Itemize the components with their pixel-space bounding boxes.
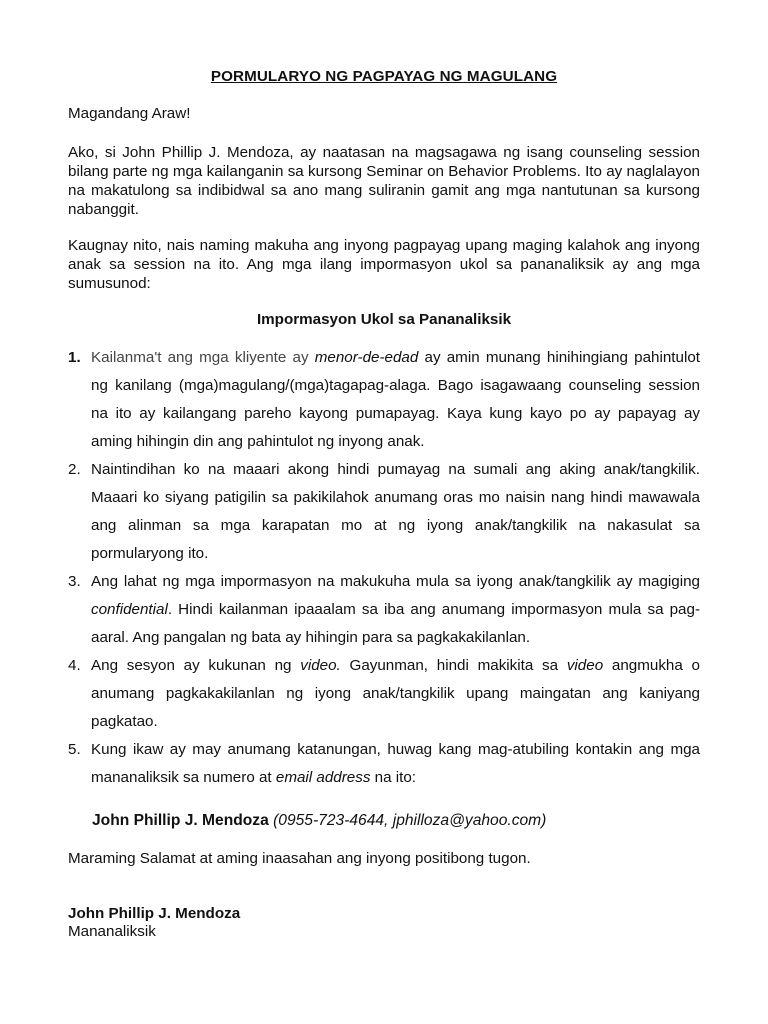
- list-text-part: Kailanma't ang mga kliyente ay: [91, 349, 315, 366]
- section-heading: Impormasyon Ukol sa Pananaliksik: [256, 311, 512, 328]
- information-list: [68, 344, 700, 792]
- list-number: 2.: [68, 461, 81, 478]
- consent-request-paragraph: Kaugnay nito, nais naming makuha ang inyong pagpayag upang maging kalahok ang inyong anak sa session na ito. Ang mga ilang impormasyon ukol sa pananaliksik ay ang mga sumusunod:: [68, 237, 700, 292]
- list-text-part: Gayunman, hindi makikita sa: [340, 657, 567, 674]
- list-text-part: na ito:: [370, 769, 417, 786]
- contact-line: [92, 812, 546, 830]
- document-title: PORMULARYO NG PAGPAYAG NG MAGULANG: [210, 68, 558, 85]
- list-text-part: Kung ikaw ay may anumang katanungan, huwag kang mag-atubiling kontakin ang mga mananaliksik sa numero at: [91, 741, 700, 786]
- list-number: 1.: [68, 349, 81, 366]
- list-text-emphasis: menor-de-edad: [314, 349, 419, 366]
- list-text: Naintindihan ko na maaari akong hindi pumayag na sumali ang aking anak/tangkilik. Maaari ko siyang patigilin sa pakikilahok anumang oras mo naisin nang hindi mawawala ang alinman sa mga karapatan mo at ng iyong anak/tangkilik na nakasulat sa pormularyong ito.: [91, 461, 700, 562]
- greeting: Magandang Araw!: [68, 105, 191, 122]
- list-text-part: ay amin munang hinihingiang pahintulot ng kanilang (mga)magulang/(mga)tagapag-alaga. Bago isagawaang counseling session na ito ay kailangang pareho kayong pumapayag. Kaya kung kayo po ay papayag ay aming hihingin din ang pahintulot ng inyong anak.: [91, 349, 700, 450]
- signature-name: John Phillip J. Mendoza: [68, 905, 241, 922]
- contact-details: (0955-723-4644, jphilloza@yahoo.com): [268, 812, 547, 829]
- list-number: 4.: [68, 657, 81, 674]
- list-text-part: Ang lahat ng mga impormasyon na makukuha mula sa iyong anak/tangkilik ay magiging: [91, 573, 700, 590]
- list-item-3: [68, 568, 700, 652]
- list-item-5: [68, 736, 700, 792]
- list-text-part: angmukha o anumang pagkakakilanlan ng iyong anak/tangkilik upang maingatan ang kaniyang pagkatao.: [91, 657, 701, 730]
- list-text-part: . Hindi kailanman ipaaalam sa iba ang anumang impormasyon mula sa pag-aaral. Ang pangalan ng bata ay hihingin para sa pagkakakilanlan.: [91, 601, 700, 646]
- list-text-part: Ang sesyon ay kukunan ng: [91, 657, 301, 674]
- contact-name: John Phillip J. Mendoza: [92, 812, 269, 829]
- list-item-1: [68, 344, 700, 456]
- list-text-emphasis: email address: [275, 769, 371, 786]
- signature-role: Mananaliksik: [68, 923, 156, 940]
- list-text-emphasis: video: [566, 657, 604, 674]
- list-item-4: [68, 652, 700, 736]
- list-text-emphasis: confidential: [91, 601, 168, 618]
- closing-text: Maraming Salamat at aming inaasahan ang inyong positibong tugon.: [68, 850, 531, 867]
- list-item-2: [68, 456, 700, 568]
- list-number: 3.: [68, 573, 81, 590]
- intro-paragraph: Ako, si John Phillip J. Mendoza, ay naatasan na magsagawa ng isang counseling session bilang parte ng mga kailanganin sa kursong Seminar on Behavior Problems. Ito ay naglalayon na makatulong sa indibidwal sa ano mang suliranin gamit ang mga nantutunan sa kursong nabanggit.: [68, 144, 700, 218]
- list-text-emphasis: video.: [300, 657, 341, 674]
- list-number: 5.: [68, 741, 81, 758]
